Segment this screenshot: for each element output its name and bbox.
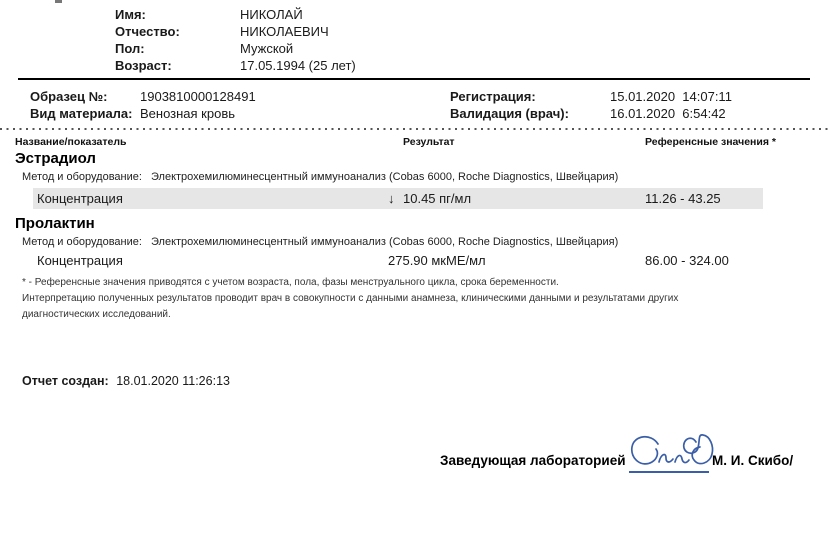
method-text: Электрохемилюминесцентный иммуноанализ (Cobas 6000, Roche Diagnostics, Швейцария) [151, 236, 619, 248]
sample-number-label: Образец №: [30, 89, 108, 104]
patient-name-value: НИКОЛАЙ [240, 7, 303, 22]
method-text: Электрохемилюминесцентный иммуноанализ (Cobas 6000, Roche Diagnostics, Швейцария) [151, 171, 619, 183]
method-line-estradiol [22, 171, 618, 183]
patient-row-age [115, 57, 356, 74]
analyte-name: Концентрация [37, 253, 123, 268]
column-header-result: Результат [403, 136, 455, 148]
result-row-prolactin [33, 250, 763, 271]
patient-age-label: Возраст: [115, 58, 172, 73]
report-created-value: 18.01.2020 11:26:13 [116, 374, 230, 388]
signature-underline [629, 471, 709, 473]
patient-sex-value: Мужской [240, 41, 294, 56]
reference-range: 86.00 - 324.00 [645, 253, 729, 268]
material-type-row [30, 105, 256, 122]
material-type-label: Вид материала: [30, 106, 133, 121]
column-header-name: Название/показатель [15, 136, 127, 148]
method-label: Метод и оборудование: [22, 171, 142, 183]
footnote-interpretation-line2: диагностических исследований. [22, 309, 171, 320]
signature-role-label: Заведующая лабораторией [440, 453, 626, 468]
method-label: Метод и оборудование: [22, 236, 142, 248]
scan-artifact [55, 0, 62, 3]
material-type-value: Венозная кровь [140, 106, 236, 121]
section-title-prolactin: Пролактин [15, 215, 95, 232]
report-created-line [22, 374, 230, 388]
signature-name-label: М. И. Скибо/ [712, 453, 794, 468]
report-created-label: Отчет создан: [22, 374, 109, 388]
low-flag-icon: ↓ [388, 191, 395, 206]
patient-info-block [115, 6, 356, 74]
validation-label: Валидация (врач): [450, 106, 569, 121]
validation-row [450, 105, 732, 122]
sample-number-value: 1903810000128491 [140, 89, 256, 104]
registration-row [450, 88, 732, 105]
patient-row-sex [115, 40, 356, 57]
registration-block [450, 88, 732, 122]
patient-row-patronymic [115, 23, 356, 40]
result-row-estradiol [33, 188, 763, 209]
section-title-estradiol: Эстрадиол [15, 150, 96, 167]
patient-age-value: 17.05.1994 (25 лет) [240, 58, 356, 73]
result-value: 10.45 пг/мл [403, 191, 472, 206]
divider-dotted [0, 128, 828, 130]
reference-range: 11.26 - 43.25 [645, 191, 721, 206]
divider-solid [18, 78, 810, 80]
method-line-prolactin [22, 236, 618, 248]
analyte-name: Концентрация [37, 191, 123, 206]
column-header-reference: Референсные значения * [645, 136, 776, 148]
footnote-interpretation-line1: Интерпретацию полученных результатов проводит врач в совокупности с данными анамнеза, клиническими данными и результатами других [22, 293, 679, 304]
patient-row-name [115, 6, 356, 23]
registration-value: 15.01.2020 14:07:11 [610, 89, 732, 104]
patient-patronymic-value: НИКОЛАЕВИЧ [240, 24, 329, 39]
sample-info-block [30, 88, 256, 122]
patient-sex-label: Пол: [115, 41, 145, 56]
footnote-reference-values: * - Референсные значения приводятся с учетом возраста, пола, фазы менструального цикла, срока беременности. [22, 277, 559, 288]
sample-number-row [30, 88, 256, 105]
patient-patronymic-label: Отчество: [115, 24, 180, 39]
registration-label: Регистрация: [450, 89, 536, 104]
patient-name-label: Имя: [115, 7, 146, 22]
result-value: 275.90 мкМЕ/мл [388, 253, 486, 268]
validation-value: 16.01.2020 6:54:42 [610, 106, 726, 121]
